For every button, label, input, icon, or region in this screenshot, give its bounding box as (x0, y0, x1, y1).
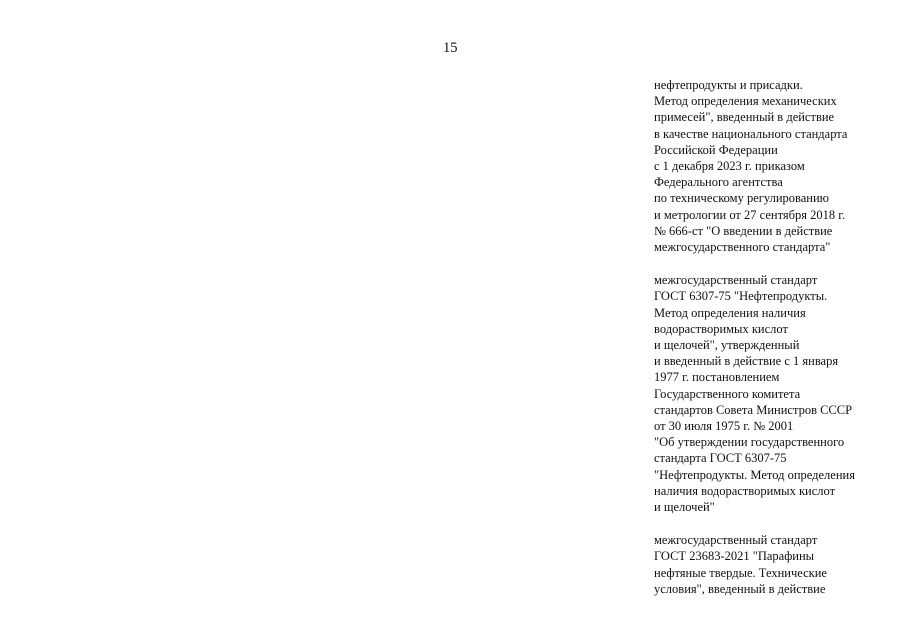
text-line: ГОСТ 6307-75 "Нефтепродукты. (654, 289, 828, 304)
text-line: наличия водорастворимых кислот (654, 483, 836, 498)
text-line: по техническому регулированию (654, 191, 830, 206)
text-line: "Нефтепродукты. Метод определения (654, 467, 855, 482)
text-line: и метрологии от 27 сентября 2018 г. (654, 207, 846, 222)
text-line: ГОСТ 23683-2021 "Парафины (654, 549, 815, 564)
text-line: межгосударственный стандарт (654, 533, 818, 548)
text-line: Государственного комитета (654, 386, 801, 401)
text-line: и щелочей", утвержденный (654, 338, 800, 353)
text-line: межгосударственного стандарта" (654, 240, 831, 255)
text-line: Метод определения наличия (654, 305, 806, 320)
text-line: и щелочей" (654, 500, 715, 515)
text-line: стандарта ГОСТ 6307-75 (654, 451, 787, 466)
text-line: стандартов Совета Министров СССР (654, 402, 853, 417)
text-line: в качестве национального стандарта (654, 126, 848, 141)
page-number: 15 (443, 40, 458, 56)
text-line: 1977 г. постановлением (654, 370, 780, 385)
text-paragraph (654, 272, 899, 515)
text-paragraph (654, 532, 899, 597)
text-line: водорастворимых кислот (654, 321, 788, 336)
text-line: Метод определения механических (654, 94, 837, 109)
text-line: условия", введенный в действие (654, 581, 826, 596)
text-line: № 666-ст "О введении в действие (654, 223, 833, 238)
text-line: с 1 декабря 2023 г. приказом (654, 159, 805, 174)
text-line: Российской Федерации (654, 142, 778, 157)
text-line: межгосударственный стандарт (654, 273, 818, 288)
text-column (654, 77, 899, 614)
text-line: Федерального агентства (654, 175, 783, 190)
text-line: нефтяные твердые. Технические (654, 565, 827, 580)
text-line: от 30 июля 1975 г. № 2001 (654, 419, 794, 434)
text-line: "Об утверждении государственного (654, 435, 845, 450)
text-line: нефтепродукты и присадки. (654, 78, 803, 92)
text-paragraph (654, 77, 899, 255)
text-line: и введенный в действие с 1 января (654, 354, 839, 369)
text-line: примесей", введенный в действие (654, 110, 835, 125)
